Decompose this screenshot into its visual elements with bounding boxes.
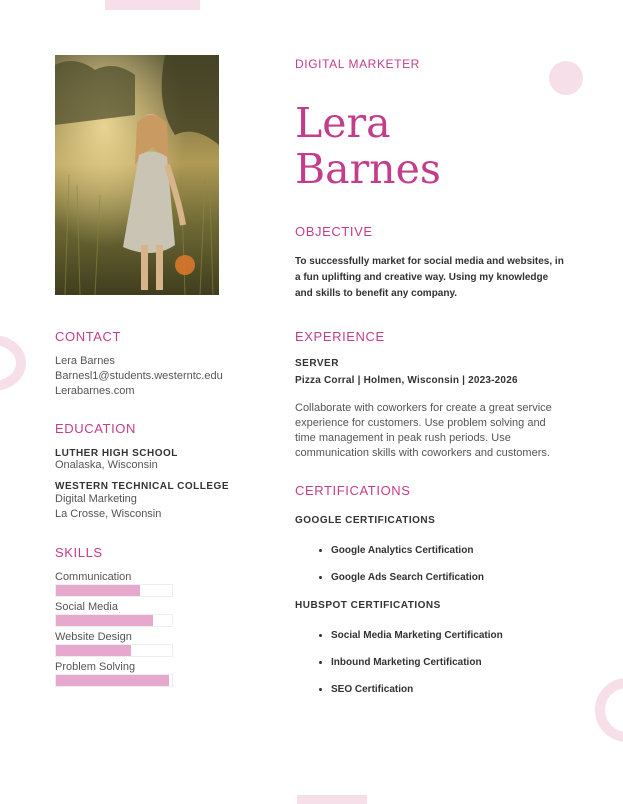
- objective-text: To successfully market for social media and websites, in a fun uplifting and creative way. Using my knowledge and skills to benefit any company.: [295, 256, 564, 299]
- contact-name: Lera Barnes: [55, 355, 115, 367]
- experience-heading: EXPERIENCE: [295, 329, 385, 344]
- skill-label: Communication: [55, 571, 132, 583]
- skill-label: Problem Solving: [55, 661, 136, 673]
- decor-ring-right: [595, 678, 623, 742]
- portrait-photo: [55, 55, 219, 295]
- education-entry: [55, 448, 178, 472]
- school-name: LUTHER HIGH SCHOOL: [55, 448, 178, 459]
- skill-label: Social Media: [55, 601, 118, 613]
- school-program: Digital Marketing: [55, 493, 137, 505]
- cert-item: • SEO Certification: [331, 684, 503, 711]
- cert-item: • Inbound Marketing Certification: [331, 657, 503, 684]
- cert-item: • Social Media Marketing Certification: [331, 630, 503, 657]
- job-role: SERVER: [295, 358, 339, 369]
- skill-bar-fill: [56, 675, 169, 686]
- education-heading: EDUCATION: [55, 421, 136, 436]
- skill-bar: [55, 644, 173, 657]
- job-employer: Pizza Corral | Holmen, Wisconsin | 2023-2026: [295, 375, 518, 386]
- skills-heading: SKILLS: [55, 545, 103, 560]
- decor-ring-left: [0, 335, 26, 391]
- cert-list-hubspot: [313, 630, 503, 711]
- cert-list-google: [313, 545, 484, 599]
- skill-bar-fill: [56, 615, 153, 626]
- cert-group-google: GOOGLE CERTIFICATIONS: [295, 515, 436, 526]
- school-name: WESTERN TECHNICAL COLLEGE: [55, 481, 229, 492]
- education-entry: [55, 481, 229, 522]
- last-name: Barnes: [295, 145, 441, 193]
- skill-bar-fill: [56, 645, 131, 656]
- school-location: La Crosse, Wisconsin: [55, 508, 162, 520]
- skills-list: [55, 571, 175, 691]
- certifications-heading: CERTIFICATIONS: [295, 483, 411, 498]
- skill-bar: [55, 614, 173, 627]
- decor-bar-top: [105, 0, 200, 10]
- job-title: DIGITAL MARKETER: [295, 57, 420, 71]
- skill-bar: [55, 584, 173, 597]
- first-name: Lera: [295, 99, 391, 147]
- candidate-name: [295, 100, 441, 192]
- contact-details: [55, 354, 223, 399]
- cert-group-hubspot: HUBSPOT CERTIFICATIONS: [295, 600, 441, 611]
- skill-item: [55, 571, 175, 601]
- decor-bar-bottom: [297, 795, 367, 804]
- skill-label: Website Design: [55, 631, 132, 643]
- skill-bar: [55, 674, 173, 687]
- skill-item: [55, 631, 175, 661]
- cert-item: • Google Ads Search Certification: [331, 572, 484, 599]
- cert-item: • Google Analytics Certification: [331, 545, 484, 572]
- contact-website: Lerabarnes.com: [55, 385, 135, 397]
- decor-circle: [549, 61, 583, 95]
- objective-heading: OBJECTIVE: [295, 224, 373, 239]
- job-description: Collaborate with coworkers for create a great service experience for customers. Use problem solving and time management in peak rush periods. Use communication skills with coworkers and customers.: [295, 402, 552, 459]
- contact-heading: CONTACT: [55, 329, 122, 344]
- skill-item: [55, 601, 175, 631]
- contact-email: Barnesl1@students.westerntc.edu: [55, 370, 223, 382]
- school-location: Onalaska, Wisconsin: [55, 459, 158, 471]
- skill-item: [55, 661, 175, 691]
- skill-bar-fill: [56, 585, 140, 596]
